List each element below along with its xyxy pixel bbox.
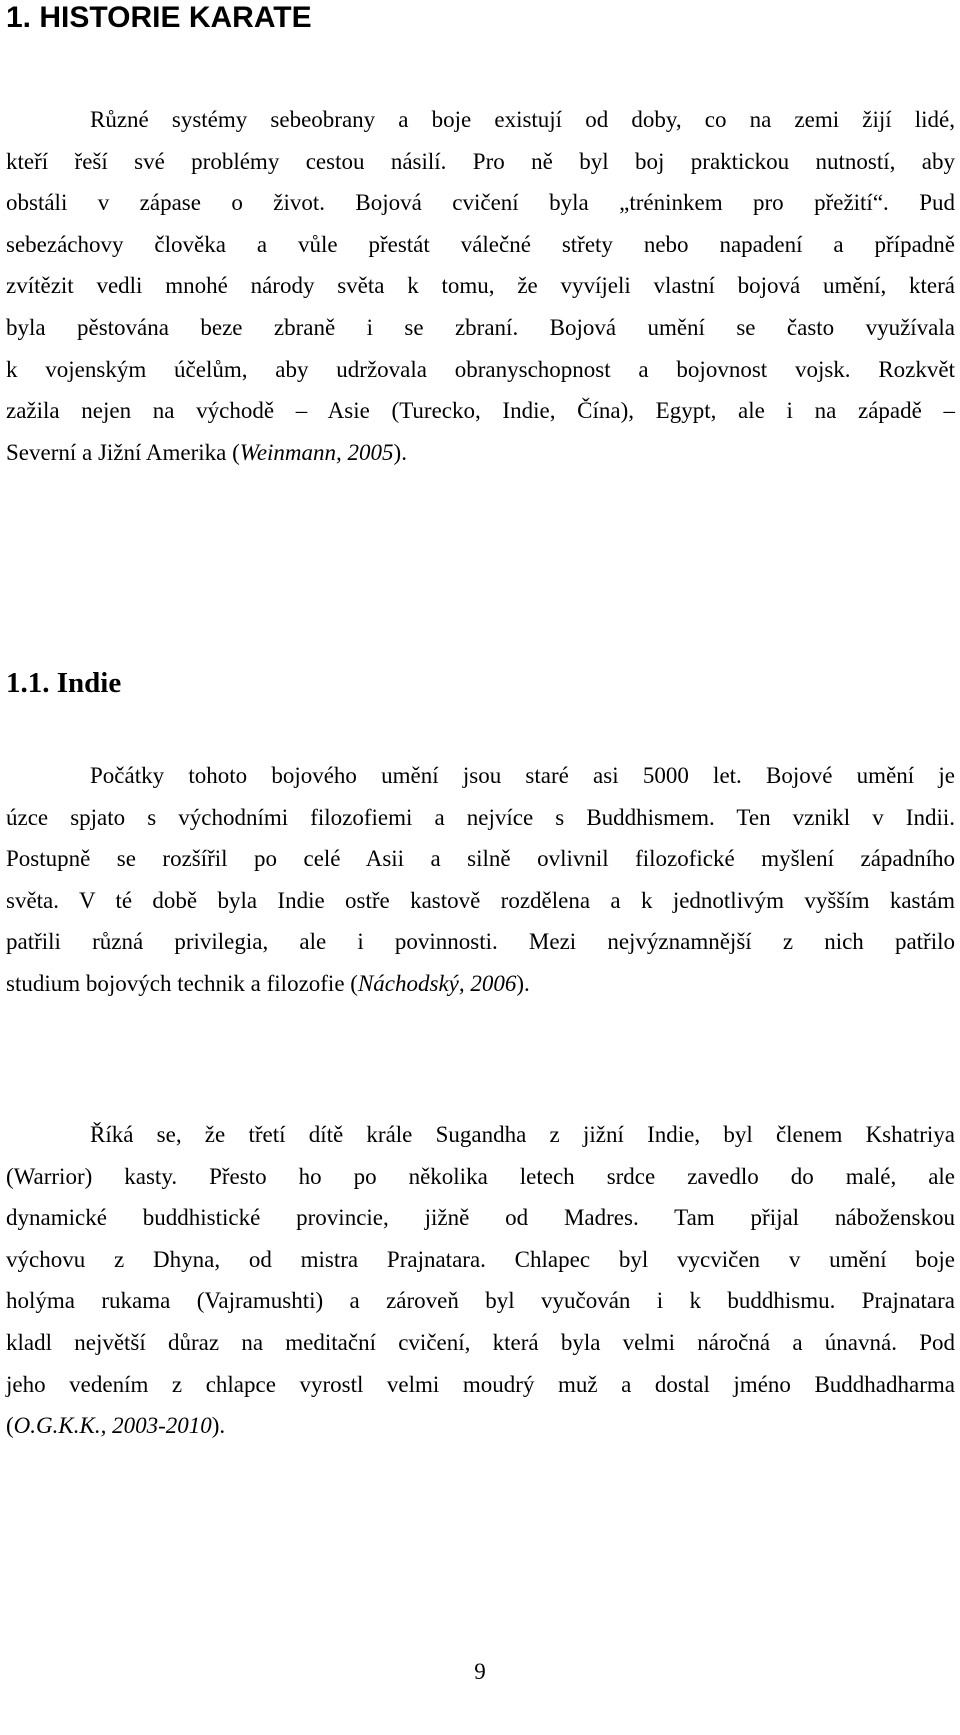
line-text: studium bojových technik a filozofie ( [6, 970, 358, 996]
paragraph-line: byla pěstována beze zbraně i se zbraní. Bojová umění se často využívala [6, 314, 955, 340]
paragraph-line: kladl největší důraz na meditační cvičení, která byla velmi náročná a únavná. Pod [6, 1329, 955, 1355]
chapter-heading: 1. HISTORIE KARATE [6, 1, 312, 34]
paragraph-line: (Warrior) kasty. Přesto ho po několika letech srdce zavedlo do malé, ale [6, 1163, 955, 1189]
paragraph-line: zvítězit vedli mnohé národy světa k tomu, že vyvíjeli vlastní bojová umění, která [6, 273, 955, 299]
section-heading: 1.1. Indie [6, 667, 122, 699]
paragraph-line: zažila nejen na východě – Asie (Turecko, Indie, Čína), Egypt, ale i na západě – [6, 398, 955, 424]
paragraph-line: patřili různá privilegia, ale i povinnosti. Mezi nejvýznamnější z nich patřilo [6, 929, 955, 955]
paragraph-line: Říká se, že třetí dítě krále Sugandha z jižní Indie, byl členem Kshatriya [90, 1122, 955, 1147]
line-text: Severní a Jižní Amerika ( [6, 439, 240, 465]
paragraph-line: holýma rukama (Vajramushti) a zároveň byl vyučován i k buddhismu. Prajnatara [6, 1288, 955, 1314]
paragraph-line-last [6, 963, 955, 1005]
line-text: ). [211, 1413, 226, 1439]
line-text: ). [516, 970, 530, 996]
paragraph-line-last [6, 432, 955, 474]
intro-paragraph [6, 99, 955, 473]
paragraph-line: úzce spjato s východními filozofiemi a nejvíce s Buddhismem. Ten vznikl v Indii. [6, 804, 955, 830]
section-paragraph-1 [6, 755, 955, 1005]
paragraph-line: kteří řeší své problémy cestou násilí. Pro ně byl boj praktickou nutností, aby [6, 148, 955, 174]
line-text: ). [393, 439, 407, 465]
citation: Náchodský, 2006 [357, 970, 517, 996]
section-paragraph-2 [6, 1114, 955, 1447]
citation: O.G.K.K., 2003-2010 [13, 1413, 212, 1439]
paragraph-line: Postupně se rozšířil po celé Asii a silně ovlivnil filozofické myšlení západního [6, 846, 955, 872]
line-text: ( [6, 1413, 14, 1439]
paragraph-line-last [6, 1405, 955, 1447]
paragraph-line: obstáli v zápase o život. Bojová cvičení byla „tréninkem pro přežití“. Pud [6, 190, 955, 216]
paragraph-line: Počátky tohoto bojového umění jsou staré asi 5000 let. Bojové umění je [90, 763, 955, 788]
paragraph-line: světa. V té době byla Indie ostře kastově rozdělena a k jednotlivým vyšším kastám [6, 887, 955, 913]
page-number: 9 [474, 1659, 486, 1684]
paragraph-line: výchovu z Dhyna, od mistra Prajnatara. Chlapec byl vycvičen v umění boje [6, 1246, 955, 1272]
paragraph-line: jeho vedením z chlapce vyrostl velmi moudrý muž a dostal jméno Buddhadharma [6, 1371, 955, 1397]
paragraph-line: dynamické buddhistické provincie, jižně od Madres. Tam přijal náboženskou [6, 1205, 955, 1231]
paragraph-line: sebezáchovy člověka a vůle přestát válečné střety nebo napadení a případně [6, 231, 955, 257]
paragraph-line: Různé systémy sebeobrany a boje existují od doby, co na zemi žijí lidé, [90, 107, 955, 132]
citation: Weinmann, 2005 [239, 439, 394, 465]
paragraph-line: k vojenským účelům, aby udržovala obranyschopnost a bojovnost vojsk. Rozkvět [6, 356, 955, 382]
